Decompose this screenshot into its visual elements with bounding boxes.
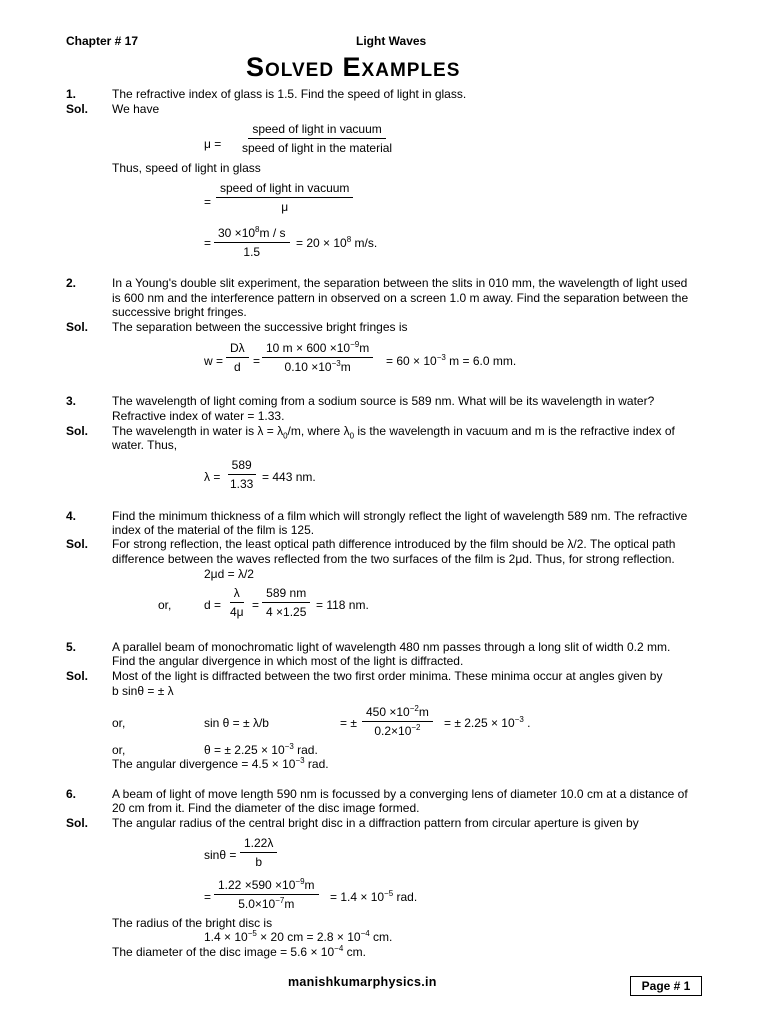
q4-fraction-a xyxy=(226,586,248,619)
q1-mu-lhs: μ = xyxy=(204,137,222,151)
q5-f-denominator: $0.2\times 10^{-2}$ xyxy=(374,723,421,738)
q1-sol-line2: Thus, speed of light in glass xyxy=(112,161,261,175)
q4-fb-denominator: 4 ×1.25 xyxy=(266,605,307,619)
q3-sol-label: Sol. xyxy=(66,424,89,438)
q1-number: 1. xyxy=(66,87,77,101)
q6-fa-denominator: b xyxy=(255,855,263,869)
q4-eq1: 2μd = λ/2 xyxy=(204,567,254,581)
q1-f3-denominator: 1.5 xyxy=(243,245,261,259)
q4-fa-denominator: 4μ xyxy=(230,605,244,619)
q2-w-lhs: w = xyxy=(204,354,224,368)
q5-number: 5. xyxy=(66,640,77,654)
q6-radius-line: The radius of the bright disc is xyxy=(112,916,273,930)
q1-fraction-3 xyxy=(214,226,290,259)
q5-sin-expr: sin θ = ± λ/b xyxy=(204,716,269,730)
q3-question-line1: The wavelength of light coming from a sodium source is 589 nm. What will be its wavelength in water? xyxy=(112,394,655,408)
q5-result: = ± $2.25 \times 10^{-3}$ . xyxy=(444,715,531,730)
q1-f1-denominator: speed of light in the material xyxy=(242,141,393,155)
q3-number: 3. xyxy=(66,394,77,408)
q4-or-label: or, xyxy=(158,598,172,612)
q1-f2-denominator: μ xyxy=(281,200,289,214)
q4-fraction-b xyxy=(262,586,310,619)
q6-fb-numerator: $1.22 \times 590 \times 10^{-9}m$ xyxy=(214,878,319,895)
q1-fraction-2 xyxy=(216,181,353,214)
q3-result: = 443 nm. xyxy=(262,470,316,484)
q4-result: = 118 nm. xyxy=(316,598,369,612)
q1-question: The refractive index of glass is 1.5. Find the speed of light in glass. xyxy=(112,87,467,101)
q1-f2-numerator: speed of light in vacuum xyxy=(216,181,353,198)
q6-sol-line1: The angular radius of the central bright disc in a diffraction pattern from circular aperture is given by xyxy=(112,816,639,830)
q2-question-line1: In a Young's double slit experiment, the separation between the slits in 010 mm, the wavelength of light used xyxy=(112,276,688,290)
q3-question-line2: Refractive index of water = 1.33. xyxy=(112,409,285,423)
footer-site: manishkumarphysics.in xyxy=(288,975,437,989)
q6-number: 6. xyxy=(66,787,77,801)
q3-lambda-lhs: λ = xyxy=(204,470,221,484)
q2-fb-numerator: 10 $m \times 600 \times 10^{-9}m$ xyxy=(262,341,373,358)
q6-question-line2: 20 cm from it. Find the diameter of the disc image formed. xyxy=(112,801,420,815)
q3-sol-line1: The wavelength in water is $\lambda = \lambda_0/m$, where $\lambda_0$ is the wavelength in vacuum and m is the refractive index of xyxy=(112,424,675,441)
q2-fb-denominator: $0.10 \times 10^{-3}m$ xyxy=(284,359,351,374)
q4-sol-line2: difference between the waves reflected from the two surfaces of the film is 2μd. Thus, for strong reflection. xyxy=(112,552,675,566)
q5-sol-line2: b sinθ = ± λ xyxy=(112,684,174,698)
q5-question-line1: A parallel beam of monochromatic light of wavelength 480 nm passes through a long slit of width 0.2 mm. xyxy=(112,640,671,654)
q6-eq-sign: = xyxy=(204,890,212,904)
q5-f-numerator: $450 \times 10^{-2}m$ xyxy=(362,705,433,722)
q2-number: 2. xyxy=(66,276,77,290)
q6-question-line1: A beam of light of move length 590 nm is focussed by a converging lens of diameter 10.0 cm at a distance of xyxy=(112,787,688,801)
q4-fb-numerator: 589 nm xyxy=(262,586,310,603)
q6-fb-denominator: $5.0\times 10^{-7}m$ xyxy=(238,896,295,911)
q4-sol-line1: For strong reflection, the least optical path difference introduced by the film should be λ/2. The optical path xyxy=(112,537,676,551)
q5-divergence: The angular divergence = $4.5 \times 10^{-3}$ rad. xyxy=(112,756,329,771)
q1-sol-line1: We have xyxy=(112,102,160,116)
q2-fraction-a xyxy=(226,341,249,374)
q5-sol-label: Sol. xyxy=(66,669,89,683)
q1-sol-label: Sol. xyxy=(66,102,89,116)
page-number-box: Page # 1 xyxy=(630,976,702,996)
q2-sol-label: Sol. xyxy=(66,320,89,334)
q4-number: 4. xyxy=(66,509,77,523)
q3-f-numerator: 589 xyxy=(228,458,256,475)
page-title: Solved Examples xyxy=(246,52,461,82)
q2-question-line2: is 600 nm and the interference pattern in observed on a screen 1.0 m away. Find the separation between the xyxy=(112,291,689,305)
q6-fa-numerator: 1.22λ xyxy=(240,836,277,853)
q4-question-line1: Find the minimum thickness of a film which will strongly reflect the light of wavelength 589 nm. The refractive xyxy=(112,509,688,523)
q5-pm-eq: = ± xyxy=(340,716,357,730)
q6-radius-calc: $1.4 \times 10^{-5} \times 20$ cm = $2.8 \times 10^{-4}$ cm. xyxy=(204,929,393,944)
q1-eq-sign: = xyxy=(204,195,212,209)
q2-sol-line: The separation between the successive bright fringes is xyxy=(112,320,408,334)
q5-theta-expr: θ = ± $2.25 \times 10^{-3}$ rad. xyxy=(204,742,318,757)
q2-eq-sign: = xyxy=(253,354,261,368)
q1-result: = $20 \times 10^8$ m/s. xyxy=(296,235,378,250)
q3-f-denominator: 1.33 xyxy=(230,477,254,491)
q1-f3-numerator: $30 \times 10^8m / s$ xyxy=(214,226,290,243)
q6-result: = $1.4 \times 10^{-5}$ rad. xyxy=(330,889,418,904)
q4-fa-numerator: λ xyxy=(230,586,244,603)
q2-result: = $60 \times 10^{-3}$ m = 6.0 mm. xyxy=(386,353,517,368)
q5-question-line2: Find the angular divergence in which most of the light is diffracted. xyxy=(112,654,464,668)
q1-eq-sign-2: = xyxy=(204,236,212,250)
q6-fraction-a xyxy=(240,836,277,869)
q5-or-label-1: or, xyxy=(112,716,126,730)
q1-fraction-1 xyxy=(238,122,396,155)
q6-diameter: The diameter of the disc image = $5.6 \times 10^{-4}$ cm. xyxy=(112,944,366,959)
q4-question-line2: index of the material of the film is 125. xyxy=(112,523,315,537)
q1-f1-numerator: speed of light in vacuum xyxy=(248,122,385,139)
q4-eq-sign: = xyxy=(252,598,260,612)
q3-fraction xyxy=(226,458,257,491)
q5-fraction xyxy=(362,705,433,738)
q6-sol-label: Sol. xyxy=(66,816,89,830)
q6-fraction-b xyxy=(214,878,319,911)
q2-question-line3: successive bright fringes. xyxy=(112,305,247,319)
q5-sol-line1: Most of the light is diffracted between the two first order minima. These minima occur at angles given by xyxy=(112,669,663,683)
q2-fa-denominator: d xyxy=(233,360,241,374)
q5-or-label-2: or, xyxy=(112,743,126,757)
q6-sin-lhs: sinθ = xyxy=(204,848,237,862)
q2-fraction-b xyxy=(262,341,373,374)
q4-d-lhs: d = xyxy=(204,598,222,612)
chapter-label: Chapter # 17 xyxy=(66,34,139,48)
q3-sol-line2: water. Thus, xyxy=(112,438,178,452)
q4-sol-label: Sol. xyxy=(66,537,89,551)
subject-label: Light Waves xyxy=(356,34,427,48)
q2-fa-numerator: Dλ xyxy=(226,341,249,358)
